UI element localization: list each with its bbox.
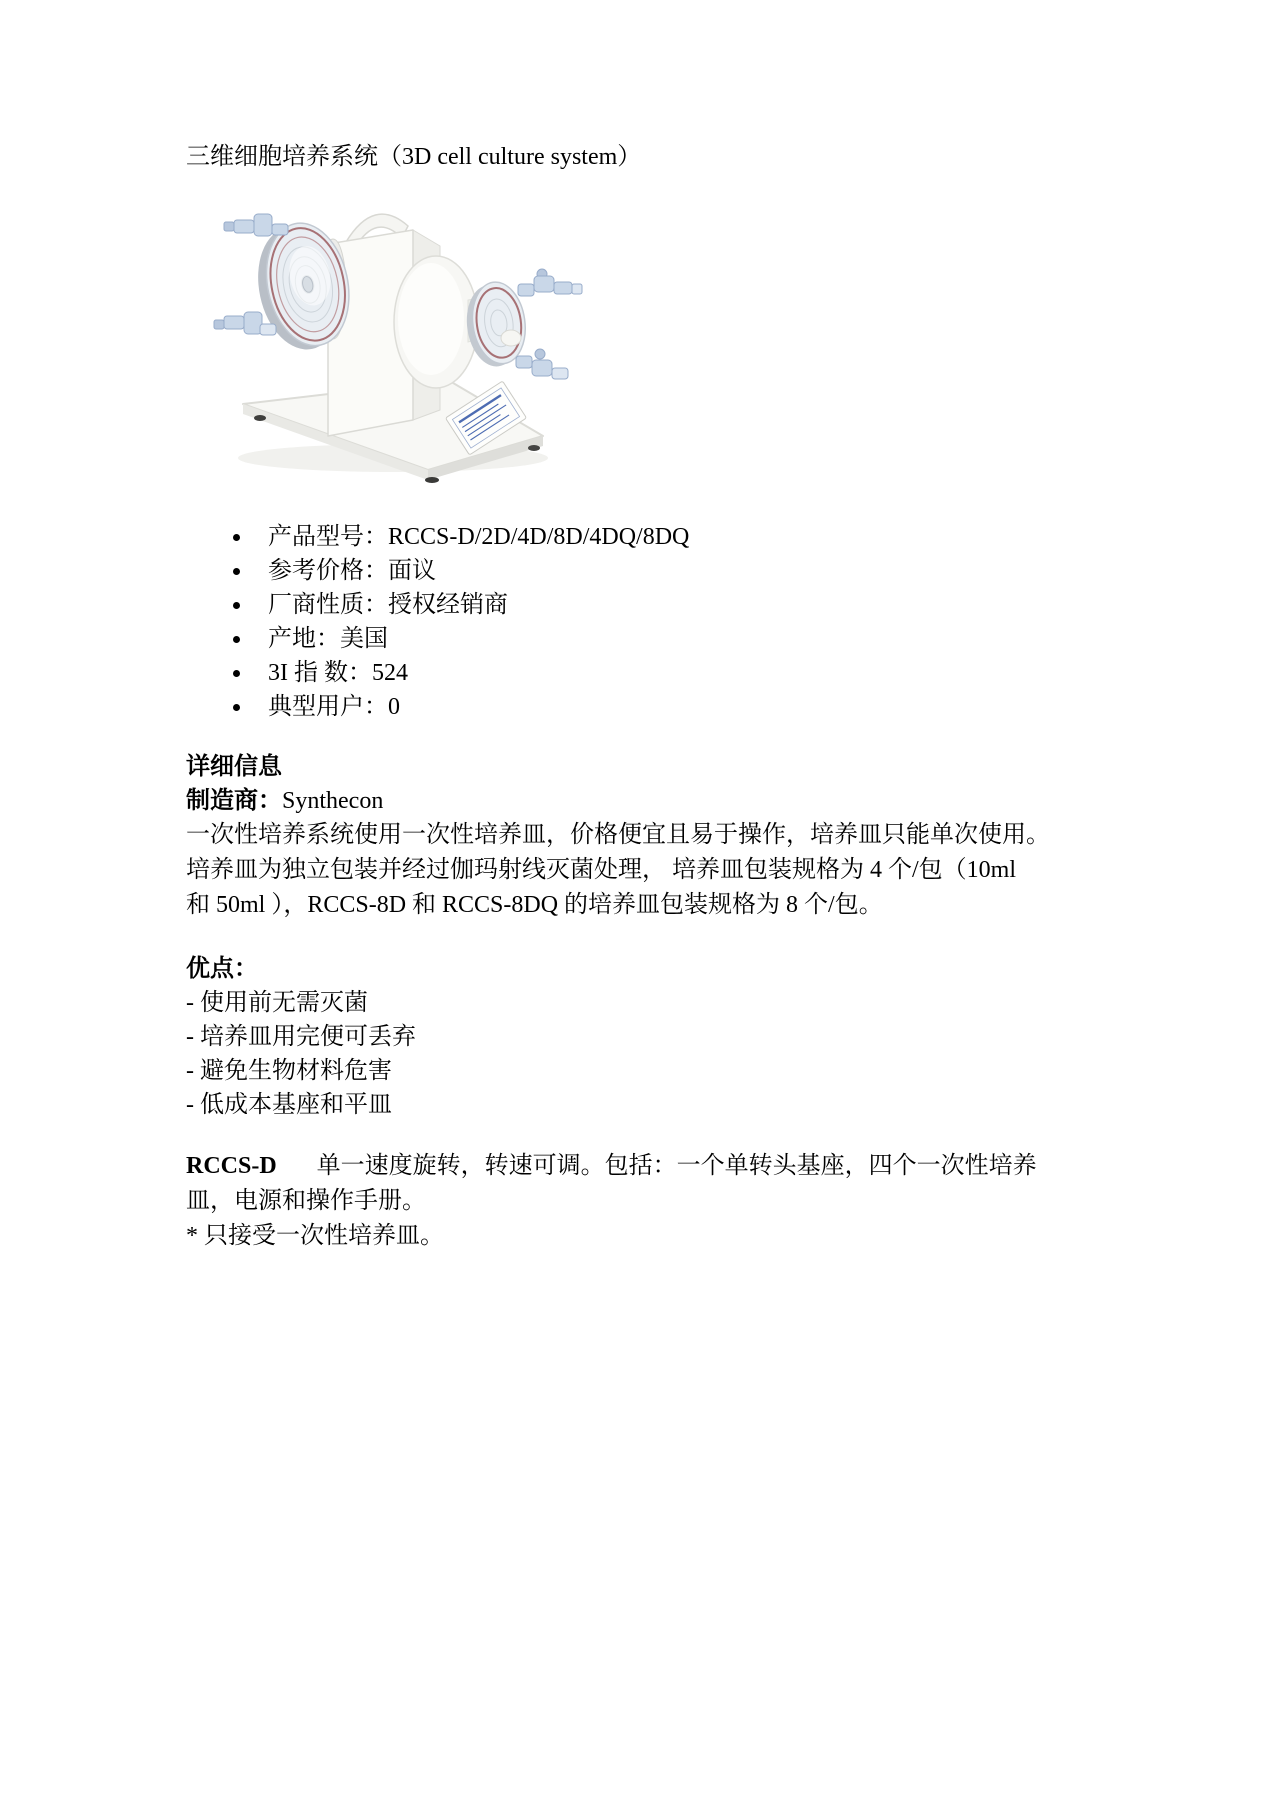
- spec-item-text: 典型用户：0: [268, 694, 400, 720]
- advantage-item: - 培养皿用完便可丢弃: [186, 1024, 416, 1050]
- details-paragraph-line: 培养皿为独立包装并经过伽玛射线灭菌处理， 培养皿包装规格为 4 个/包（10ml: [186, 857, 1017, 883]
- rccs-description: [186, 1149, 1164, 1254]
- luer-fitting-top-right: [518, 269, 582, 296]
- advantage-item: - 避免生物材料危害: [186, 1058, 392, 1084]
- device-foot: [425, 477, 439, 483]
- advantage-item: - 使用前无需灭菌: [186, 990, 368, 1016]
- advantage-item: - 低成本基座和平皿: [186, 1092, 392, 1118]
- spec-item-origin: [186, 622, 1164, 656]
- spec-item-text: 3I 指 数：524: [268, 660, 408, 686]
- rccs-description-line: [186, 1149, 1164, 1184]
- page-title: 三维细胞培养系统（3D cell culture system）: [186, 144, 642, 170]
- bullet-icon: [233, 704, 240, 711]
- rccs-line1-text: 单一速度旋转，转速可调。包括：一个单转头基座，四个一次性培养: [316, 1153, 1037, 1179]
- manufacturer-line: [186, 784, 1164, 818]
- device-foot: [528, 445, 540, 451]
- product-photo-svg: [198, 184, 598, 484]
- device-foot: [254, 415, 266, 421]
- spec-item-text: 参考价格：面议: [268, 558, 436, 584]
- details-paragraph-line: 一次性培养系统使用一次性培养皿，价格便宜且易于操作，培养皿只能单次使用。: [186, 822, 1050, 848]
- product-image: [198, 184, 598, 484]
- advantages-heading: 优点：: [186, 956, 258, 982]
- spec-item-text: 厂商性质：授权经销商: [268, 592, 508, 618]
- manufacturer-value: Synthecon: [282, 788, 384, 814]
- bullet-icon: [233, 568, 240, 575]
- luer-fitting-top-left: [224, 214, 288, 236]
- spec-item-model: [186, 520, 1164, 554]
- spec-item-vendor-type: [186, 588, 1164, 622]
- spec-item-text: 产品型号：RCCS-D/2D/4D/8D/4DQ/8DQ: [268, 524, 690, 550]
- spec-list: [186, 520, 1164, 724]
- vessel-knob: [501, 330, 521, 346]
- spec-item-price: [186, 554, 1164, 588]
- manufacturer-label: 制造商：: [186, 788, 282, 814]
- spec-item-3i-index: [186, 656, 1164, 690]
- luer-fitting-bottom-right: [516, 349, 568, 379]
- bullet-icon: [233, 670, 240, 677]
- bullet-icon: [233, 636, 240, 643]
- rccs-description-line: 皿，电源和操作手册。: [186, 1188, 426, 1214]
- spec-item-typical-users: [186, 690, 1164, 724]
- spec-item-text: 产地：美国: [268, 626, 388, 652]
- footnote: * 只接受一次性培养皿。: [186, 1223, 444, 1249]
- rccs-model: RCCS-D: [186, 1153, 277, 1179]
- details-heading: 详细信息: [186, 754, 282, 780]
- bullet-icon: [233, 602, 240, 609]
- details-paragraph-line: 和 50ml ），RCCS-8D 和 RCCS-8DQ 的培养皿包装规格为 8 个/包。: [186, 892, 883, 918]
- bullet-icon: [233, 534, 240, 541]
